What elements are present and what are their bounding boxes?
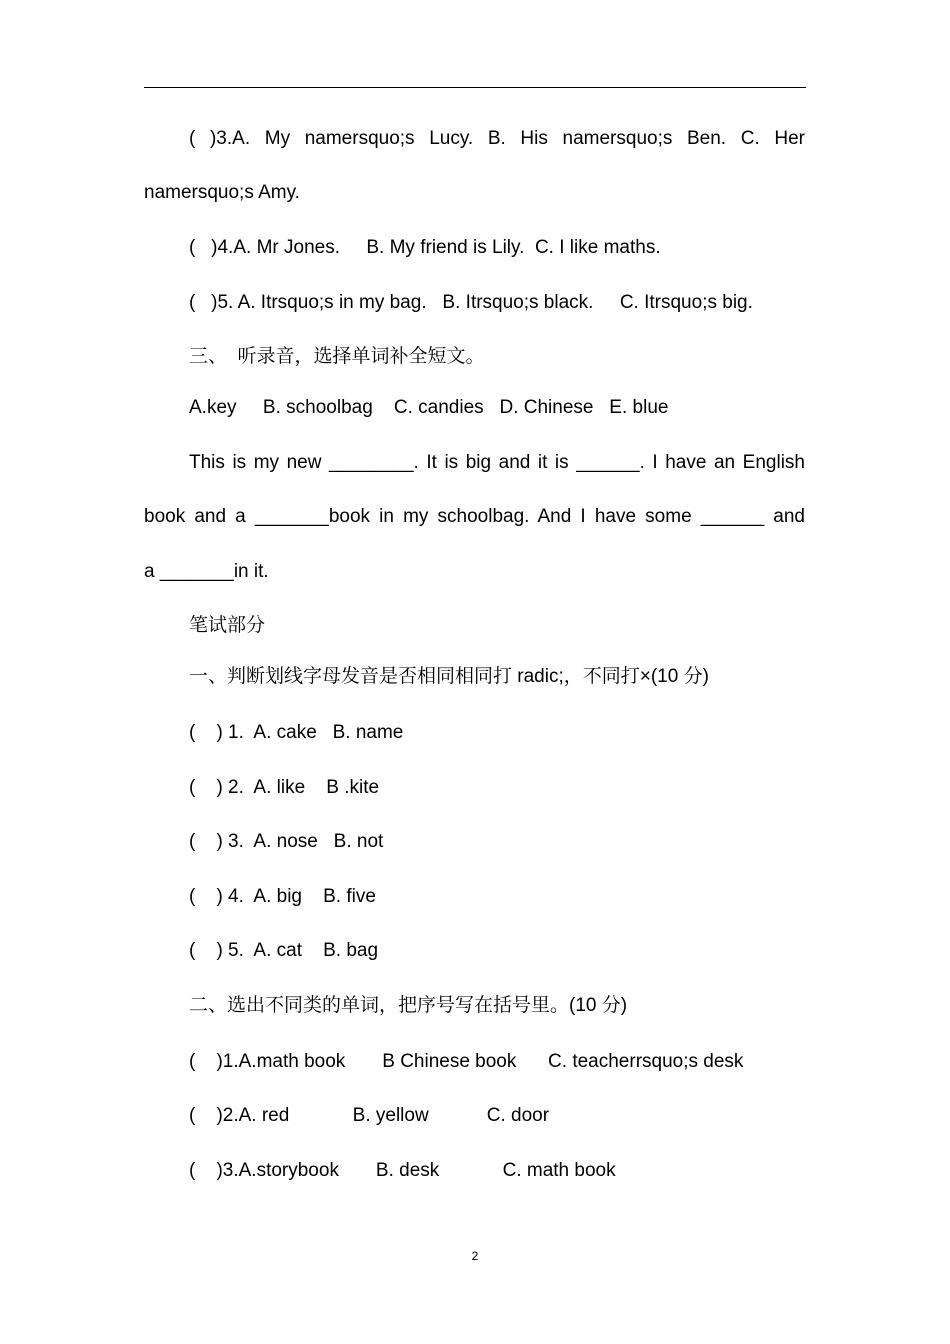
section-1-item: ( ) 1. A. cake B. name bbox=[189, 722, 404, 743]
section-1-title: 一、判断划线字母发音是否相同相同打 radic;，不同打×(10 分) bbox=[189, 666, 709, 687]
question-4: ( )4.A. Mr Jones. B. My friend is Lily. C. I like maths. bbox=[189, 237, 661, 258]
question-3-line-2: namersquo;s Amy. bbox=[144, 182, 300, 203]
section-1-item: ( ) 4. A. big B. five bbox=[189, 886, 376, 907]
passage-line-1: This is my new ________. It is big and it is ______. I have an English bbox=[189, 452, 805, 473]
section-2-item: ( )3.A.storybook B. desk C. math book bbox=[189, 1160, 616, 1181]
passage-line-3: a _______in it. bbox=[144, 561, 269, 582]
section-1-item: ( ) 2. A. like B .kite bbox=[189, 777, 380, 798]
word-bank: A.key B. schoolbag C. candies D. Chinese E. blue bbox=[189, 397, 669, 418]
section-2-item: ( )2.A. red B. yellow C. door bbox=[189, 1105, 550, 1126]
passage-line-2: book and a _______book in my schoolbag. And I have some ______ and bbox=[144, 506, 805, 527]
section-2-item: ( )1.A.math book B Chinese book C. teacherrsquo;s desk bbox=[189, 1051, 744, 1072]
page-number: 2 bbox=[471, 1249, 479, 1263]
section-1-item: ( ) 5. A. cat B. bag bbox=[189, 940, 379, 961]
header-rule bbox=[144, 87, 806, 88]
section-3-title: 三、 听录音，选择单词补全短文。 bbox=[189, 346, 485, 367]
written-part-title: 笔试部分 bbox=[189, 615, 266, 636]
question-3-line-1: ( )3.A. My namersquo;s Lucy. B. His namersquo;s Ben. C. Her bbox=[189, 128, 805, 149]
question-5: ( )5. A. Itrsquo;s in my bag. B. Itrsquo;s black. C. Itrsquo;s big. bbox=[189, 292, 753, 313]
section-2-title: 二、选出不同类的单词，把序号写在括号里。(10 分) bbox=[189, 995, 628, 1016]
section-1-item: ( ) 3. A. nose B. not bbox=[189, 831, 384, 852]
